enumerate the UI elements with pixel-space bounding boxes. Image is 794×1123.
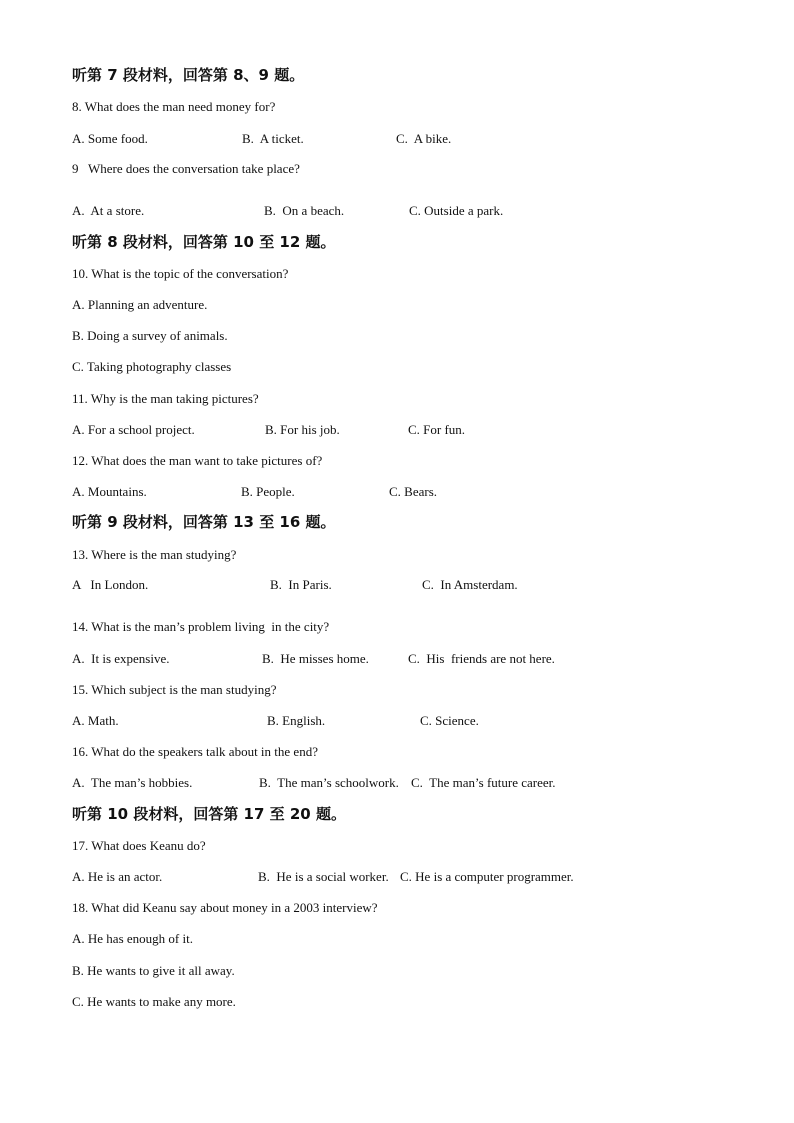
section-heading: 听第 10 段材料，回答第 17 至 20 题。: [72, 805, 346, 823]
question-text: 13. Where is the man studying?: [72, 547, 237, 562]
question-text: 14. What is the man’s problem living in the city?: [72, 619, 330, 634]
option-b: B. He misses home.: [262, 651, 369, 666]
option-a: A. Math.: [72, 713, 119, 728]
question-text: 8. What does the man need money for?: [72, 99, 276, 114]
question-text: 16. What do the speakers talk about in the end?: [72, 744, 318, 759]
option-b: B. He is a social worker.: [258, 869, 389, 884]
option-b: B. In Paris.: [270, 577, 332, 592]
section-heading: 听第 9 段材料，回答第 13 至 16 题。: [72, 513, 336, 531]
option-c: C. He is a computer programmer.: [400, 869, 574, 884]
option-c: C. A bike.: [396, 131, 452, 146]
option-c: C. Outside a park.: [409, 203, 504, 218]
option-c: C. Taking photography classes: [72, 359, 232, 374]
option-c: C. The man’s future career.: [411, 775, 556, 790]
question-text: 18. What did Keanu say about money in a 2003 interview?: [72, 900, 378, 915]
section-heading: 听第 7 段材料，回答第 8、9 题。: [72, 66, 305, 84]
option-a: A. Mountains.: [72, 484, 147, 499]
question-text: 17. What does Keanu do?: [72, 838, 206, 853]
option-b: B. On a beach.: [264, 203, 345, 218]
option-b: B. For his job.: [265, 422, 340, 437]
option-a: A. He has enough of it.: [72, 931, 193, 946]
option-b: B. A ticket.: [242, 131, 304, 146]
option-a: A. For a school project.: [72, 422, 195, 437]
option-b: B. Doing a survey of animals.: [72, 328, 228, 343]
option-c: C. For fun.: [408, 422, 466, 437]
option-a: A. Planning an adventure.: [72, 297, 208, 312]
question-text: 15. Which subject is the man studying?: [72, 682, 277, 697]
question-text: 11. Why is the man taking pictures?: [72, 391, 259, 406]
option-a: A. He is an actor.: [72, 869, 163, 884]
option-c: C. His friends are not here.: [408, 651, 555, 666]
option-a: A. The man’s hobbies.: [72, 775, 193, 790]
question-text: 9 Where does the conversation take place?: [72, 161, 300, 176]
option-a: A. At a store.: [72, 203, 145, 218]
option-a: A. Some food.: [72, 131, 148, 146]
option-c: C. In Amsterdam.: [422, 577, 518, 592]
option-b: B. He wants to give it all away.: [72, 963, 235, 978]
section-heading: 听第 8 段材料，回答第 10 至 12 题。: [72, 233, 336, 251]
option-b: B. The man’s schoolwork.: [259, 775, 399, 790]
option-a: A In London.: [72, 577, 149, 592]
option-c: C. Bears.: [389, 484, 438, 499]
option-b: B. English.: [267, 713, 326, 728]
option-c: C. Science.: [420, 713, 479, 728]
option-b: B. People.: [241, 484, 295, 499]
question-text: 10. What is the topic of the conversation?: [72, 266, 289, 281]
option-a: A. It is expensive.: [72, 651, 170, 666]
option-c: C. He wants to make any more.: [72, 994, 236, 1009]
question-text: 12. What does the man want to take pictures of?: [72, 453, 323, 468]
